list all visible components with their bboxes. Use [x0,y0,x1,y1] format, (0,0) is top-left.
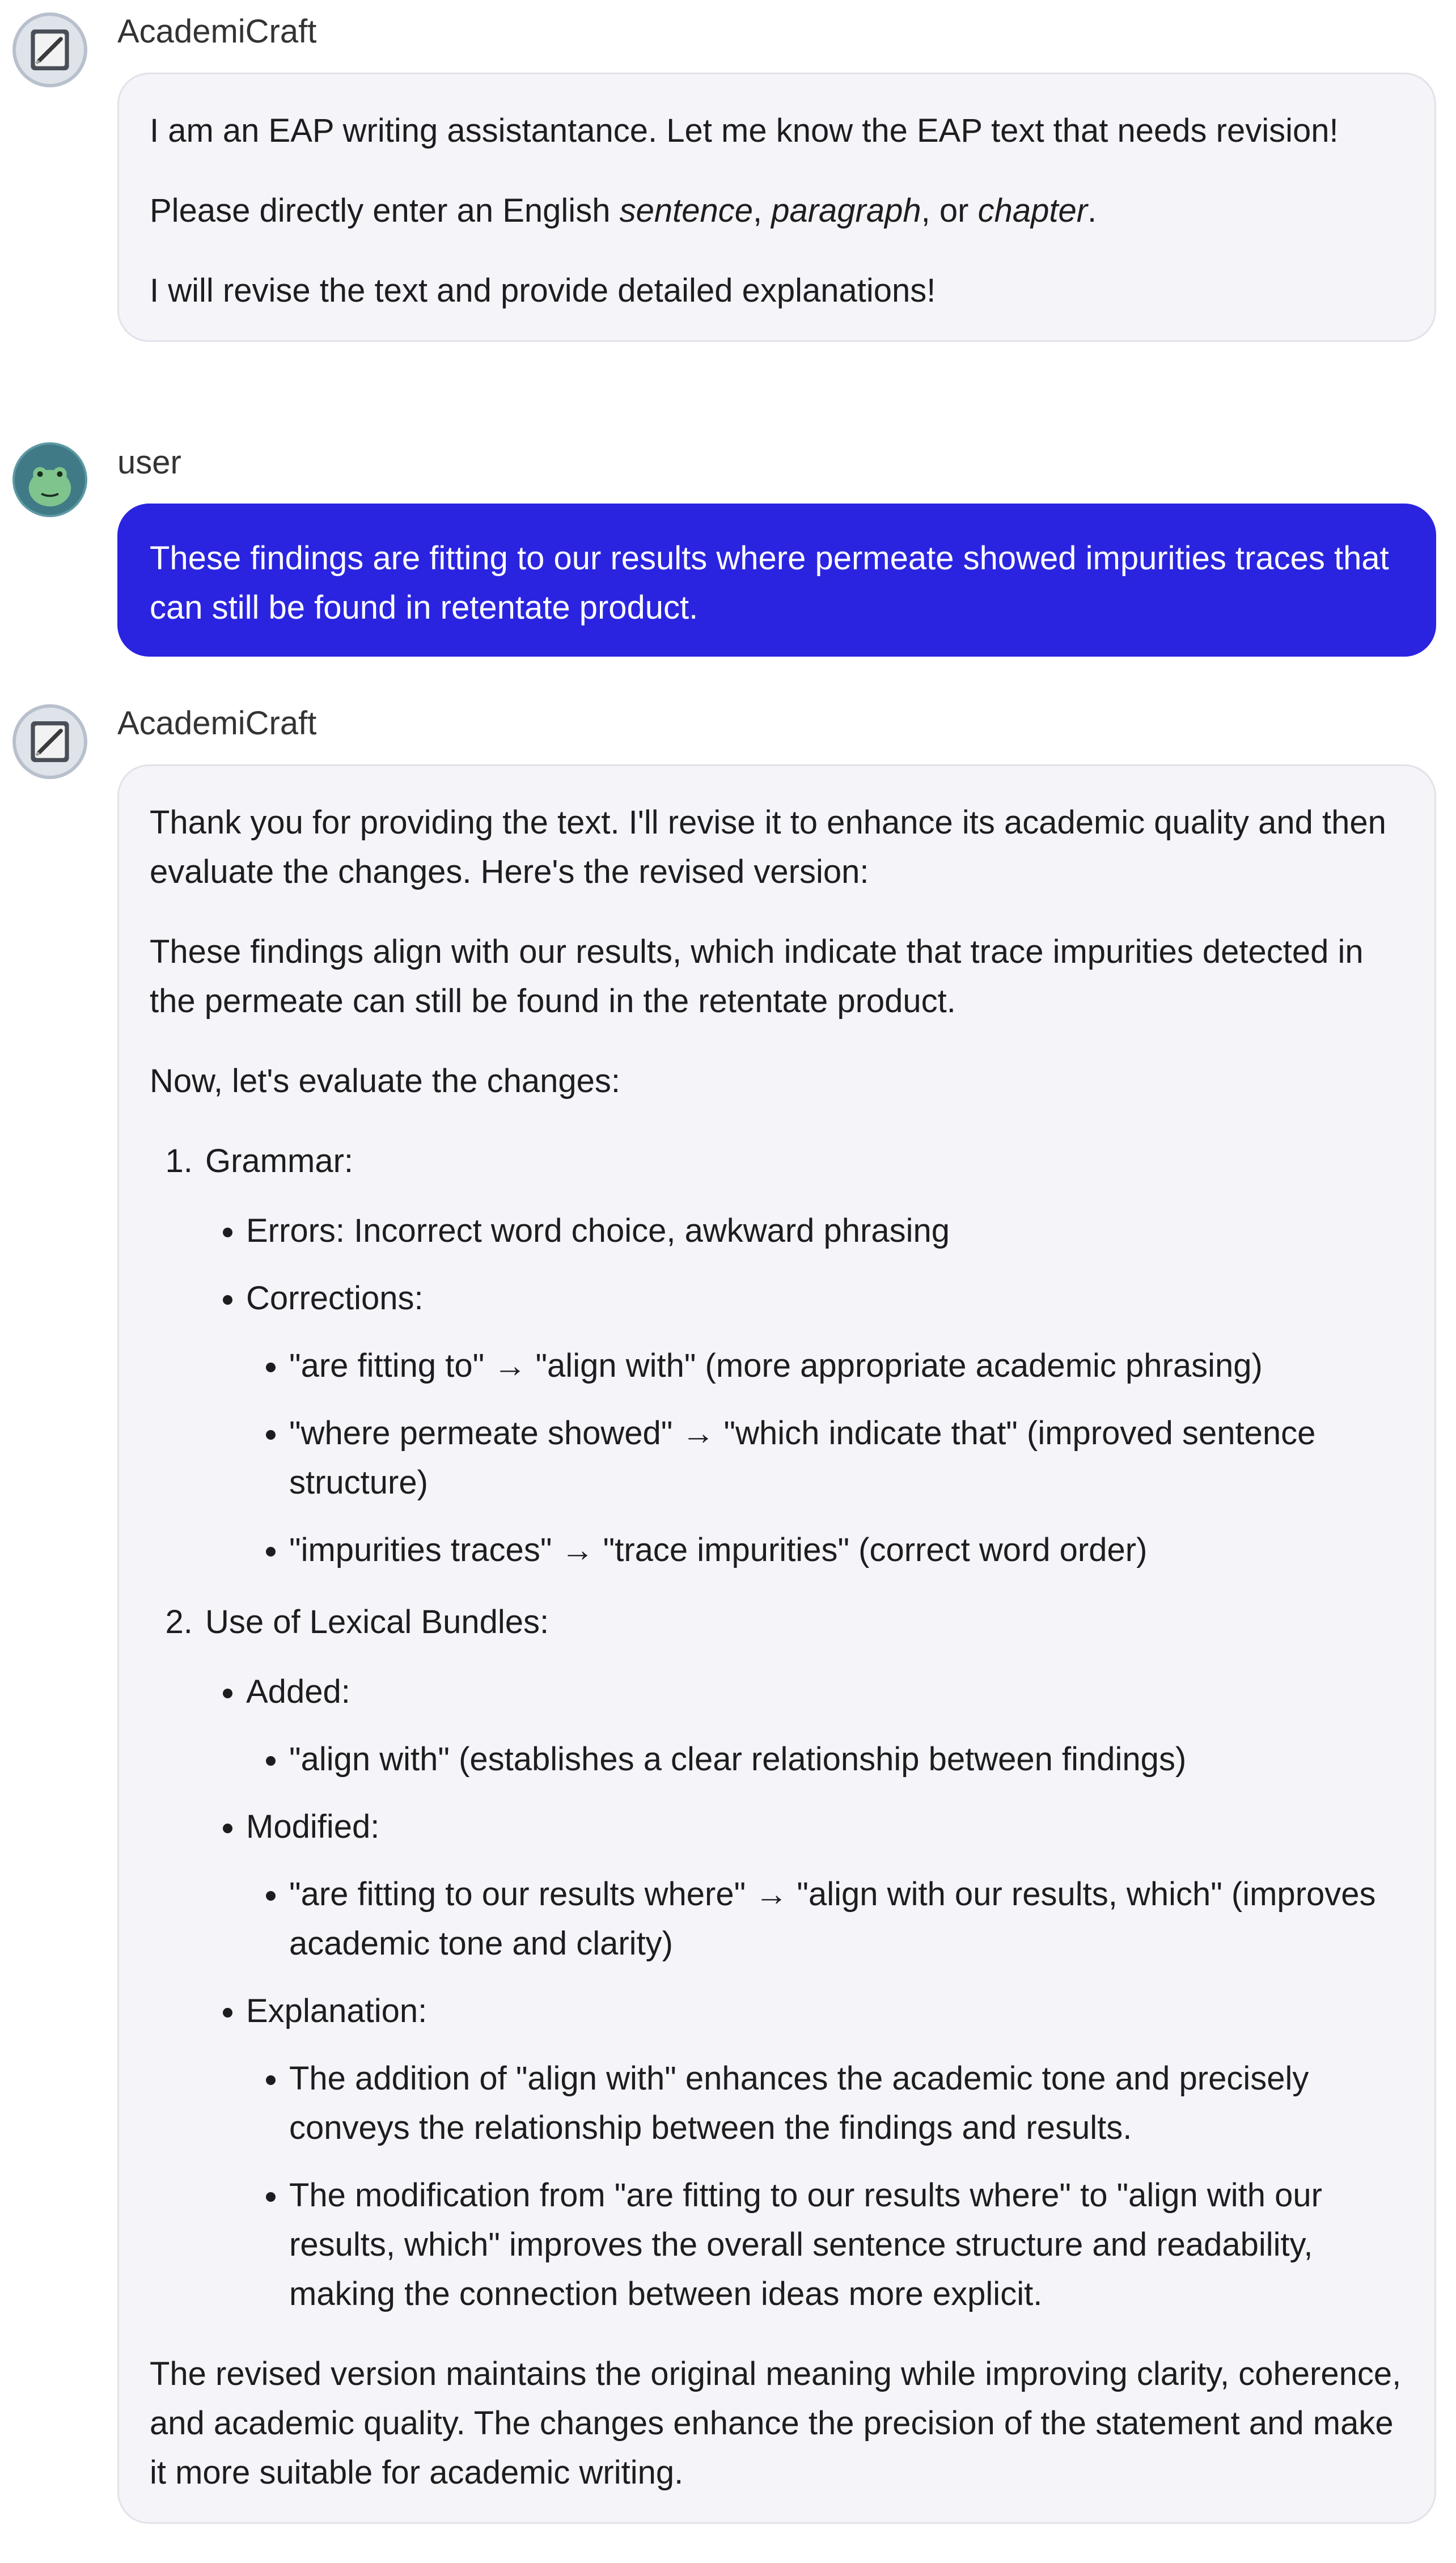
list-item: • Errors: Incorrect word choice, awkward phrasing [246,1206,1404,1255]
sender-name: AcademiCraft [117,13,317,50]
message-paragraph: Please directly enter an English sentence, paragraph, or chapter. [150,192,1097,229]
list-item: • "where permeate showed" → "which indicate that" (improved sentence structure) [289,1409,1404,1507]
list-item [202,1597,1404,2319]
intro-paragraph: Thank you for providing the text. I'll revise it to enhance its academic quality and then evaluate the changes. Here's the revised version: [150,804,1386,890]
pen-notebook-icon [16,708,84,776]
message-text: These findings are fitting to our results where permeate showed impurities traces that can still be found in retentate product. [150,540,1389,626]
section-title: Use of Lexical Bundles: [205,1604,549,1640]
pen-notebook-icon [16,16,84,84]
list-item: • "are fitting to" → "align with" (more appropriate academic phrasing) [289,1341,1404,1390]
frog-face-icon [15,445,85,515]
assistant-avatar [12,12,87,87]
list-item: • "are fitting to our results where" → "align with our results, which" (improves academic tone and clarity) [289,1870,1404,1968]
user-message-bubble [117,504,1436,657]
conclusion-paragraph: The revised version maintains the original meaning while improving clarity, coherence, and academic quality. The changes enhance the precision of the statement and make it more suitable for academic writing. [150,2355,1402,2491]
list-item [202,1136,1404,1575]
revised-text: These findings align with our results, which indicate that trace impurities detected in the permeate can still be found in the retentate product. [150,933,1364,1020]
list-item: • The addition of "align with" enhances the academic tone and precisely conveys the relationship between the findings and results. [289,2054,1404,2152]
list-item: • Explanation: • The addition of "align with" enhances the academic tone and precisely conveys the relationship between the findings and results. • The modification from "are fitting to our results where" to "align with our results, which" improves the overall sentence structure and readability, making the connection between ideas more explicit. [246,1986,1404,2319]
assistant-avatar [12,704,87,779]
list-item: • Corrections: • "are fitting to" → "align with" (more appropriate academic phrasing) • "where permeate showed" → "which indicate that" (improved sentence structure) • "impurities traces" → "trace impurities" (correct word order) [246,1274,1404,1575]
list-item: • The modification from "are fitting to our results where" to "align with our results, which" improves the overall sentence structure and readability, making the connection between ideas more explicit. [289,2171,1404,2319]
section-title: Grammar: [205,1143,353,1179]
message-paragraph: I am an EAP writing assistantance. Let me know the EAP text that needs revision! [150,112,1339,149]
assistant-message-bubble [117,73,1436,342]
list-item: • Added: • "align with" (establishes a clear relationship between findings) [246,1667,1404,1784]
user-avatar [12,442,87,517]
list-item: • "align with" (establishes a clear relationship between findings) [289,1735,1404,1784]
message-paragraph: I will revise the text and provide detailed explanations! [150,272,936,309]
assistant-message-bubble [117,764,1436,2524]
list-item: • "impurities traces" → "trace impurities" (correct word order) [289,1525,1404,1575]
sender-name: user [117,444,181,481]
list-item: • Modified: • "are fitting to our results where" → "align with our results, which" (improves academic tone and clarity) [246,1802,1404,1968]
sender-name: AcademiCraft [117,705,317,742]
evaluation-list [150,1136,1404,2319]
evaluate-heading: Now, let's evaluate the changes: [150,1063,621,1099]
